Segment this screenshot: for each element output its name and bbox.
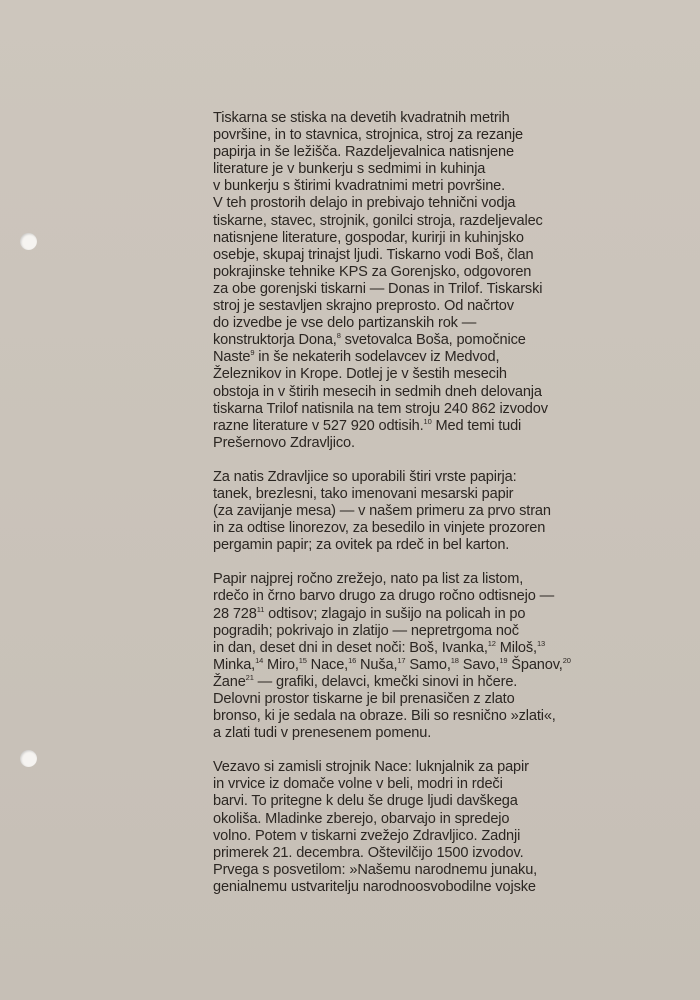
text-line [213, 230, 633, 247]
text-segment: Železnikov in Krope. Dotlej je v šestih mesecih [213, 366, 507, 383]
text-segment: a zlati tudi v prenesenem pomenu. [213, 725, 432, 742]
text-line [213, 469, 633, 486]
text-line [213, 657, 633, 674]
text-segment: literature je v bunkerju s sedmimi in kuhinja [213, 161, 486, 178]
text-line [213, 178, 633, 195]
text-segment: Naste [213, 349, 251, 366]
text-line [213, 435, 633, 452]
text-line [213, 332, 633, 349]
text-line [213, 418, 633, 435]
text-segment: papirja in še ležišča. Razdeljevalnica natisnjene [213, 144, 514, 161]
text-segment: Delovni prostor tiskarne je bil prenasičen z zlato [213, 691, 515, 707]
text-segment: barvi. To pritegne k delu še druge ljudi davškega [213, 793, 518, 810]
text-segment: Med temi tudi [431, 417, 522, 434]
footnote-marker: 9 [250, 348, 255, 358]
text-segment: Za natis Zdravljice so uporabili štiri vrste papirja: [213, 468, 517, 485]
text-segment: Minka, [213, 656, 256, 673]
text-line [213, 588, 633, 605]
text-segment: Papir najprej ročno zrežejo, nato pa list za listom, [213, 571, 524, 588]
text-segment: Vezavo si zamisli strojnik Nace: luknjalnik za papir [213, 759, 529, 776]
text-segment: Nace, [306, 656, 349, 673]
text-line [213, 213, 633, 230]
text-segment: genialnemu ustvaritelju narodnoosvobodilne vojske [213, 878, 536, 895]
text-line [213, 606, 633, 623]
text-segment: Miloš, [495, 639, 537, 656]
text-line [213, 623, 633, 640]
text-line [213, 879, 633, 896]
text-segment: Miro, [263, 656, 299, 673]
footnote-marker: 19 [499, 655, 508, 665]
text-segment: Španov, [507, 656, 563, 673]
footnote-marker: 20 [562, 655, 571, 665]
text-line [213, 640, 633, 657]
text-segment: 28 728 [213, 605, 257, 622]
text-segment: za obe gorenjski tiskarni — Donas in Trilof. Tiskarski [213, 280, 543, 297]
text-segment: Žane [213, 673, 246, 690]
text-line [213, 264, 633, 281]
text-segment: tanek, brezlesni, tako imenovani mesarski papir [213, 485, 514, 502]
footnote-marker: 12 [487, 638, 496, 648]
footnote-marker: 21 [245, 672, 254, 682]
text-segment: in vrvice iz domače volne v beli, modri in rdeči [213, 776, 503, 793]
footnote-marker: 8 [336, 331, 341, 341]
text-segment: pogradih; pokrivajo in zlatijo — nepretrgoma noč [213, 622, 519, 639]
text-segment: in dan, deset dni in deset noči: Boš, Ivanka, [213, 639, 488, 656]
text-line [213, 503, 633, 520]
text-segment: Prešernovo Zdravljico. [213, 434, 355, 451]
text-segment: osebje, skupaj trinajst ljudi. Tiskarno vodi Boš, član [213, 246, 534, 263]
text-segment: rdečo in črno barvo drugo za drugo ročno odtisnejo — [213, 588, 555, 605]
text-line [213, 281, 633, 298]
text-line [213, 862, 633, 879]
text-line [213, 144, 633, 161]
footnote-marker: 15 [298, 655, 307, 665]
text-line [213, 247, 633, 264]
text-line [213, 708, 633, 725]
text-segment: — grafiki, delavci, kmečki sinovi in hčere. [253, 673, 518, 690]
text-segment: svetovalca Boša, pomočnice [340, 332, 526, 349]
text-segment: V teh prostorih delajo in prebivajo tehnični vodja [213, 195, 516, 212]
text-line [213, 195, 633, 212]
text-line [213, 571, 633, 588]
text-segment: stroj je sestavljen skrajno preprosto. Od načrtov [213, 298, 514, 315]
text-line [213, 793, 633, 810]
text-segment: do izvedbe je vse delo partizanskih rok — [213, 315, 477, 332]
text-line [213, 776, 633, 793]
text-segment: volno. Potem v tiskarni zvežejo Zdravljico. Zadnji [213, 827, 521, 844]
text-line [213, 725, 633, 742]
text-line [213, 811, 633, 828]
text-segment: površine, in to stavnica, strojnica, stroj za rezanje [213, 127, 524, 144]
footnote-marker: 14 [255, 655, 264, 665]
text-segment: okoliša. Mladinke zberejo, obarvajo in spredejo [213, 810, 510, 827]
text-segment: natisnjene literature, gospodar, kurirji in kuhinjsko [213, 229, 524, 246]
text-line [213, 845, 633, 862]
punch-hole-top [20, 233, 37, 250]
text-line [213, 349, 633, 366]
text-segment: Savo, [458, 656, 500, 673]
text-line [213, 366, 633, 383]
footnote-marker: 16 [348, 655, 357, 665]
text-line [213, 691, 633, 708]
text-segment: Prvega s posvetilom: »Našemu narodnemu junaku, [213, 861, 538, 878]
text-line [213, 486, 633, 503]
text-segment: tiskarne, stavec, strojnik, gonilci stroja, razdeljevalec [213, 212, 543, 229]
text-segment: Nuša, [356, 656, 398, 673]
text-segment: (za zavijanje mesa) — v našem primeru za prvo stran [213, 503, 551, 520]
text-segment: razne literature v 527 920 odtisih. [213, 417, 424, 434]
text-line [213, 828, 633, 845]
footnote-marker: 18 [450, 655, 459, 665]
paragraph [213, 759, 633, 896]
body-text [213, 110, 633, 913]
text-line [213, 384, 633, 401]
text-segment: primerek 21. decembra. Oštevilčijo 1500 izvodov. [213, 844, 524, 861]
paragraph [213, 469, 633, 554]
text-segment: pokrajinske tehnike KPS za Gorenjsko, odgovoren [213, 263, 532, 280]
text-line [213, 759, 633, 776]
text-segment: in za odtise linorezov, za besedilo in vinjete prozoren [213, 520, 546, 537]
text-segment: obstoja in v štirih mesecih in sedmih dneh delovanja [213, 383, 542, 400]
text-line [213, 520, 633, 537]
text-segment: pergamin papir; za ovitek pa rdeč in bel karton. [213, 537, 510, 554]
text-segment: Tiskarna se stiska na devetih kvadratnih metrih [213, 110, 510, 126]
text-segment: tiskarna Trilof natisnila na tem stroju 240 862 izvodov [213, 400, 548, 417]
footnote-marker: 10 [423, 416, 432, 426]
text-line [213, 110, 633, 127]
paragraph [213, 571, 633, 742]
text-segment: in še nekaterih sodelavcev iz Medvod, [254, 349, 500, 366]
footnote-marker: 17 [397, 655, 406, 665]
text-segment: bronso, ki je sedala na obraze. Bili so resnično »zlati«, [213, 708, 556, 725]
text-segment: Samo, [405, 656, 451, 673]
text-line [213, 315, 633, 332]
text-segment: odtisov; zlagajo in sušijo na policah in po [264, 605, 526, 622]
text-segment: konstruktorja Dona, [213, 332, 337, 349]
text-line [213, 161, 633, 178]
punch-hole-bottom [20, 750, 37, 767]
paragraph [213, 110, 633, 452]
text-segment: v bunkerju s štirimi kvadratnimi metri površine. [213, 178, 506, 195]
text-line [213, 537, 633, 554]
footnote-marker: 13 [536, 638, 545, 648]
footnote-marker: 11 [256, 604, 265, 614]
text-line [213, 298, 633, 315]
text-line [213, 127, 633, 144]
text-line [213, 674, 633, 691]
text-line [213, 401, 633, 418]
